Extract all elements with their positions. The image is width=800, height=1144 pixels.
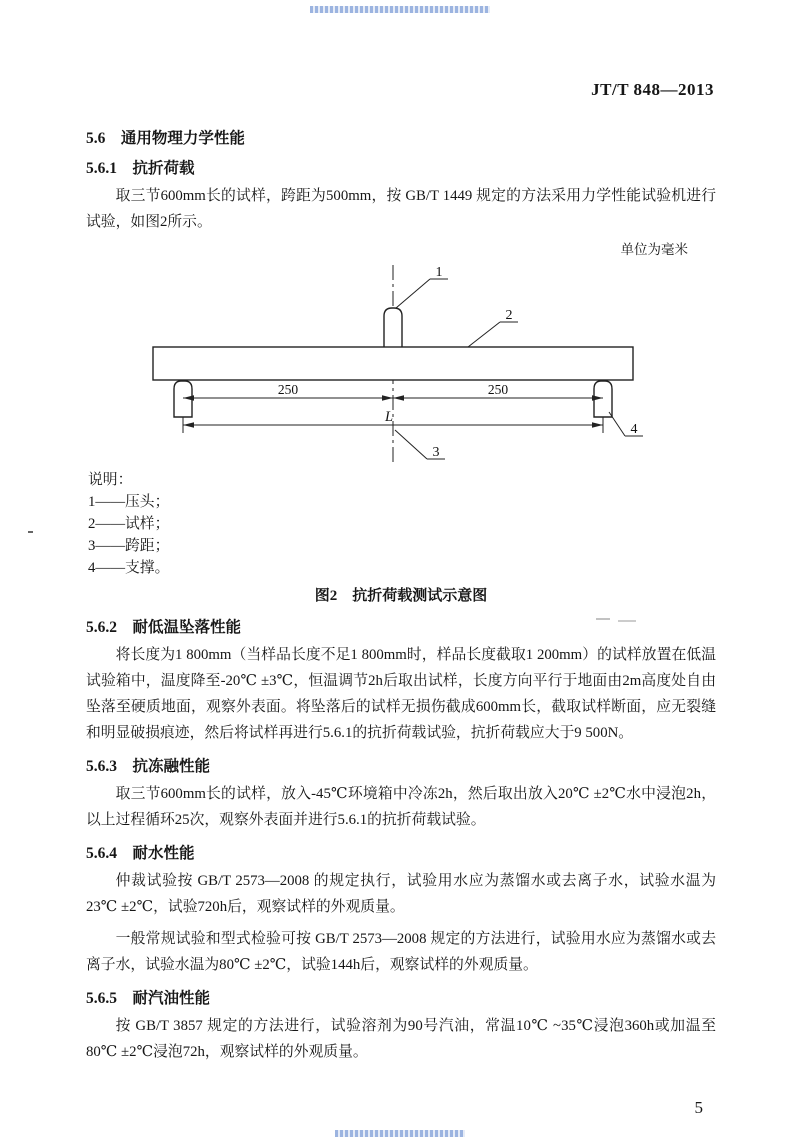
heading-5-6-5: 5.6.5 耐汽油性能: [86, 990, 211, 1007]
heading-5-6-1: 5.6.1 抗折荷载: [86, 160, 195, 177]
callout-1-leader: [396, 279, 430, 308]
legend-title: 说明：: [88, 472, 133, 488]
paragraph-5-6-2: 将长度为1 800mm（当样品长度不足1 800mm时，样品长度截取1 200mm）的试样放置在低温试验箱中，温度降至-20℃ ±3℃，恒温调节2h后取出试样，长度方向平行于地面由2m高度处自由坠落至硬质地面，观察外表面。将坠落后的试样无损伤截成600mm长，截取试样断面，应无裂缝和明显破损痕迹，然后将试样再进行5.6.1的抗折荷载试验，抗折荷载应大于9 500N。: [86, 647, 716, 741]
arrowhead: [183, 422, 194, 427]
callout-3-label: 3: [432, 445, 440, 460]
scan-speck: [28, 531, 33, 533]
legend-item-2: 2——试样；: [88, 516, 170, 532]
standard-number: JT/T 848—2013: [591, 80, 714, 99]
heading-5-6-4: 5.6.4 耐水性能: [86, 845, 195, 862]
paragraph-5-6-4-b: 一般常规试验和型式检验可按 GB/T 2573—2008 规定的方法进行，试验用水应为蒸馏水或去离子水，试验水温为80℃ ±2℃，试验144h后，观察试样的外观质量。: [86, 931, 716, 973]
page-number: 5: [694, 1098, 703, 1117]
bending-load-test-diagram: [86, 260, 708, 465]
press-head: [384, 308, 402, 347]
legend-item-1: 1——压头；: [88, 494, 170, 510]
callout-4-label: 4: [630, 422, 638, 437]
legend-item-4: 4——支撑。: [88, 560, 170, 576]
unit-note: 单位为毫米: [620, 242, 688, 257]
paragraph-5-6-3: 取三节600mm长的试样，放入-45℃环境箱中冷冻2h，然后取出放入20℃ ±2℃水中浸泡2h，以上过程循环25次，观察外表面并进行5.6.1的抗折荷载试验。: [86, 786, 716, 828]
page-content: [86, 126, 716, 1071]
arrowhead: [592, 422, 603, 427]
specimen-beam: [153, 347, 633, 380]
watermark-bottom: [335, 1130, 465, 1137]
callout-2-leader: [468, 322, 500, 347]
dim-label-right: 250: [487, 382, 509, 397]
heading-5-6-2: 5.6.2 耐低温坠落性能: [86, 619, 242, 636]
callout-3-leader: [395, 430, 427, 459]
callout-2-label: 2: [505, 308, 513, 323]
callout-4-leader: [609, 412, 625, 436]
heading-5-6: 5.6 通用物理力学性能: [86, 130, 245, 147]
heading-5-6-3: 5.6.3 抗冻融性能: [86, 758, 211, 775]
figure-caption: 图2 抗折荷载测试示意图: [314, 588, 488, 604]
dim-label-left: 250: [277, 382, 299, 397]
figure-legend: [88, 469, 716, 579]
paragraph-5-6-4-a: 仲裁试验按 GB/T 2573—2008 的规定执行，试验用水应为蒸馏水或去离子水，试验水温为23℃ ±2℃，试验720h后，观察试样的外观质量。: [86, 873, 716, 915]
figure-2-diagram: [86, 260, 716, 465]
callout-1-label: 1: [435, 265, 443, 280]
legend-item-3: 3——跨距；: [88, 538, 170, 554]
arrowhead: [382, 395, 393, 400]
watermark-top: [310, 6, 490, 13]
span-label: L: [384, 409, 394, 425]
arrowhead: [393, 395, 404, 400]
paragraph-5-6-5: 按 GB/T 3857 规定的方法进行，试验溶剂为90号汽油，常温10℃ ~35℃浸泡360h或加温至80℃ ±2℃浸泡72h，观察试样的外观质量。: [86, 1018, 716, 1060]
paragraph-5-6-1: 取三节600mm长的试样，跨距为500mm，按 GB/T 1449 规定的方法采用力学性能试验机进行试验，如图2所示。: [86, 188, 716, 230]
